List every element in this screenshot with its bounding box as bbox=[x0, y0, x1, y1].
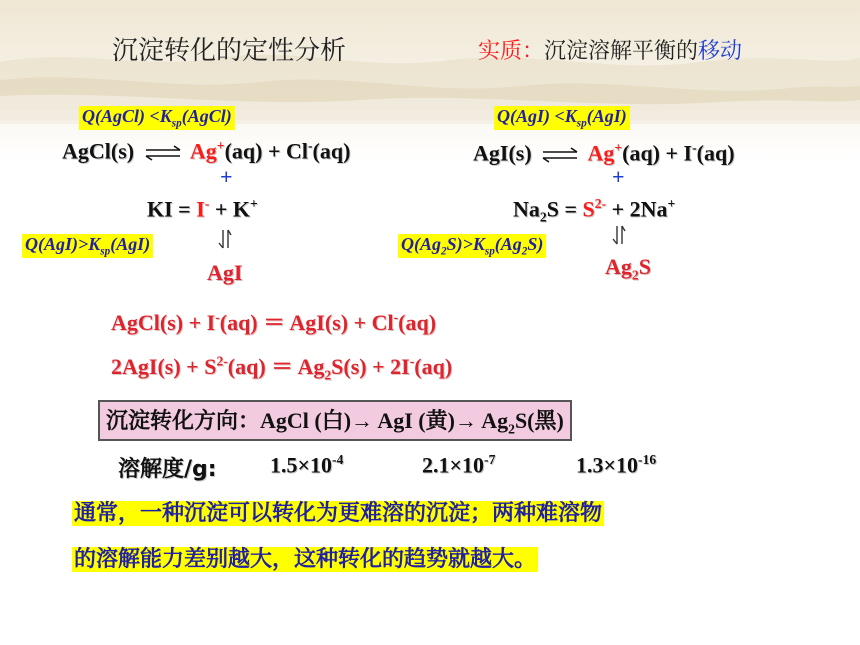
iodide-ion: I bbox=[196, 196, 205, 222]
solubility-row bbox=[118, 452, 217, 483]
direction-end: S(黑) bbox=[514, 408, 564, 433]
ion-tail-end: (aq) bbox=[312, 138, 351, 164]
sodium-text: + 2Na bbox=[606, 196, 668, 222]
k-paren: (AgI) bbox=[586, 106, 627, 126]
k-paren: (AgI) bbox=[110, 234, 151, 254]
k-text: K bbox=[159, 106, 172, 126]
q-text: Q(AgI)> bbox=[25, 234, 89, 254]
reversible-vertical-arrow-icon bbox=[612, 224, 626, 246]
essence-suffix: 移动 bbox=[698, 39, 743, 64]
solubility-ag2s bbox=[576, 452, 656, 478]
q-sub: 2 bbox=[441, 245, 447, 258]
ion-ag: Ag bbox=[189, 138, 217, 164]
conclusion-line-2 bbox=[72, 542, 538, 573]
equilibrium-arrow-icon bbox=[144, 145, 182, 161]
q-text: Q(AgI) < bbox=[497, 106, 565, 126]
product-sub: 2 bbox=[631, 267, 639, 283]
left-dissolution bbox=[147, 196, 258, 222]
k-paren: (Ag bbox=[494, 234, 522, 254]
ion-tail-charge: - bbox=[308, 138, 313, 153]
k-text: K bbox=[472, 234, 485, 254]
sulfide-ion: S bbox=[582, 196, 595, 222]
solubility-exp: -4 bbox=[332, 452, 344, 467]
potassium-text: + K bbox=[209, 196, 250, 222]
k-text: K bbox=[564, 106, 577, 126]
reaction-part: (aq) bbox=[398, 310, 437, 335]
right-condition-bottom bbox=[398, 234, 546, 258]
right-dissolution bbox=[513, 196, 675, 226]
iodide-charge: - bbox=[204, 196, 210, 211]
k-sub: sp bbox=[171, 117, 182, 130]
k-text: K bbox=[88, 234, 101, 254]
conversion-direction-box bbox=[98, 400, 572, 441]
reaction-part: (aq) ＝ AgI(s) + Cl bbox=[219, 310, 394, 335]
direction-label: 沉淀转化方向： bbox=[106, 409, 261, 434]
ion-tail: (aq) + I bbox=[622, 140, 693, 166]
essence-note bbox=[478, 34, 742, 65]
conclusion-text: 通常，一种沉淀可以转化为更难溶的沉淀；两种难溶物 bbox=[74, 501, 603, 526]
sulfide-charge: 2- bbox=[594, 196, 607, 211]
ion-ag-charge: + bbox=[216, 138, 225, 153]
na-sub: 2 bbox=[539, 209, 547, 225]
product-s: S bbox=[638, 254, 651, 279]
reaction-charge: - bbox=[393, 309, 399, 325]
reaction-charge: - bbox=[409, 353, 415, 369]
sodium-charge: + bbox=[667, 196, 676, 211]
reaction-2 bbox=[111, 350, 452, 383]
q-text: Q(Ag bbox=[401, 234, 441, 254]
right-condition-top bbox=[494, 106, 630, 130]
left-equilibrium bbox=[62, 138, 350, 164]
reaction-part: AgCl(s) + I bbox=[111, 310, 216, 335]
right-equilibrium bbox=[473, 140, 735, 166]
reaction-part: (aq) bbox=[414, 354, 453, 379]
na-text: Na bbox=[513, 196, 540, 222]
page-title: 沉淀转化的定性分析 bbox=[112, 36, 347, 66]
k-paren-end: S) bbox=[527, 234, 544, 254]
reaction-part: 2AgI(s) + S bbox=[111, 354, 217, 379]
solubility-base: 1.5×10 bbox=[270, 452, 333, 478]
solubility-exp: -7 bbox=[484, 452, 496, 467]
essence-prefix: 实质 bbox=[478, 39, 523, 64]
k-sub: sp bbox=[100, 245, 111, 258]
left-condition-bottom bbox=[22, 234, 153, 258]
ion-tail: (aq) + Cl bbox=[224, 138, 308, 164]
solubility-base: 2.1×10 bbox=[422, 452, 485, 478]
equilibrium-arrow-icon bbox=[541, 147, 579, 163]
direction-sequence: AgCl (白)→ AgI (黄)→ Ag bbox=[260, 408, 509, 433]
reactant: AgCl(s) bbox=[62, 138, 135, 164]
solubility-base: 1.3×10 bbox=[576, 452, 639, 478]
right-plus: + bbox=[612, 164, 625, 189]
solubility-agi bbox=[422, 452, 495, 478]
essence-colon: ： bbox=[522, 39, 545, 64]
k-sub: sp bbox=[484, 245, 495, 258]
direction-sub: 2 bbox=[508, 421, 515, 437]
reaction-sub: 2 bbox=[324, 367, 332, 383]
solubility-agcl bbox=[270, 452, 343, 478]
reaction-charge: - bbox=[215, 309, 220, 325]
left-plus: + bbox=[220, 164, 233, 189]
ion-ag: Ag bbox=[587, 140, 615, 166]
reaction-charge: 2- bbox=[216, 353, 228, 369]
k-sub: sp bbox=[576, 117, 587, 130]
reaction-part: S(s) + 2I bbox=[331, 354, 410, 379]
product-ag: Ag bbox=[605, 254, 632, 279]
k-paren: (AgCl) bbox=[181, 106, 232, 126]
reaction-1 bbox=[111, 306, 436, 337]
right-product bbox=[605, 254, 651, 283]
reaction-part: (aq) ＝ Ag bbox=[227, 354, 325, 379]
left-product: AgI bbox=[207, 260, 243, 285]
solubility-label: 溶解度/g: bbox=[118, 457, 217, 482]
ion-tail-end: (aq) bbox=[696, 140, 735, 166]
q-text-end: S)> bbox=[446, 234, 473, 254]
conclusion-line-1 bbox=[72, 496, 604, 527]
reversible-vertical-arrow-icon bbox=[218, 228, 232, 250]
potassium-charge: + bbox=[249, 196, 258, 211]
ion-tail-charge: - bbox=[692, 140, 697, 155]
ion-ag-charge: + bbox=[614, 140, 623, 155]
solubility-exp: -16 bbox=[638, 452, 657, 467]
q-text: Q(AgCl) < bbox=[82, 106, 160, 126]
reactant: AgI(s) bbox=[473, 140, 532, 166]
s-eq-text: S = bbox=[546, 196, 583, 222]
k-paren-sub: 2 bbox=[521, 245, 528, 258]
essence-middle: 沉淀溶解平衡的 bbox=[544, 39, 699, 64]
conclusion-text: 的溶解能力差别越大，这种转化的趋势就越大。 bbox=[74, 547, 537, 572]
ki-text: KI = bbox=[147, 196, 197, 222]
left-condition-top bbox=[79, 106, 235, 130]
